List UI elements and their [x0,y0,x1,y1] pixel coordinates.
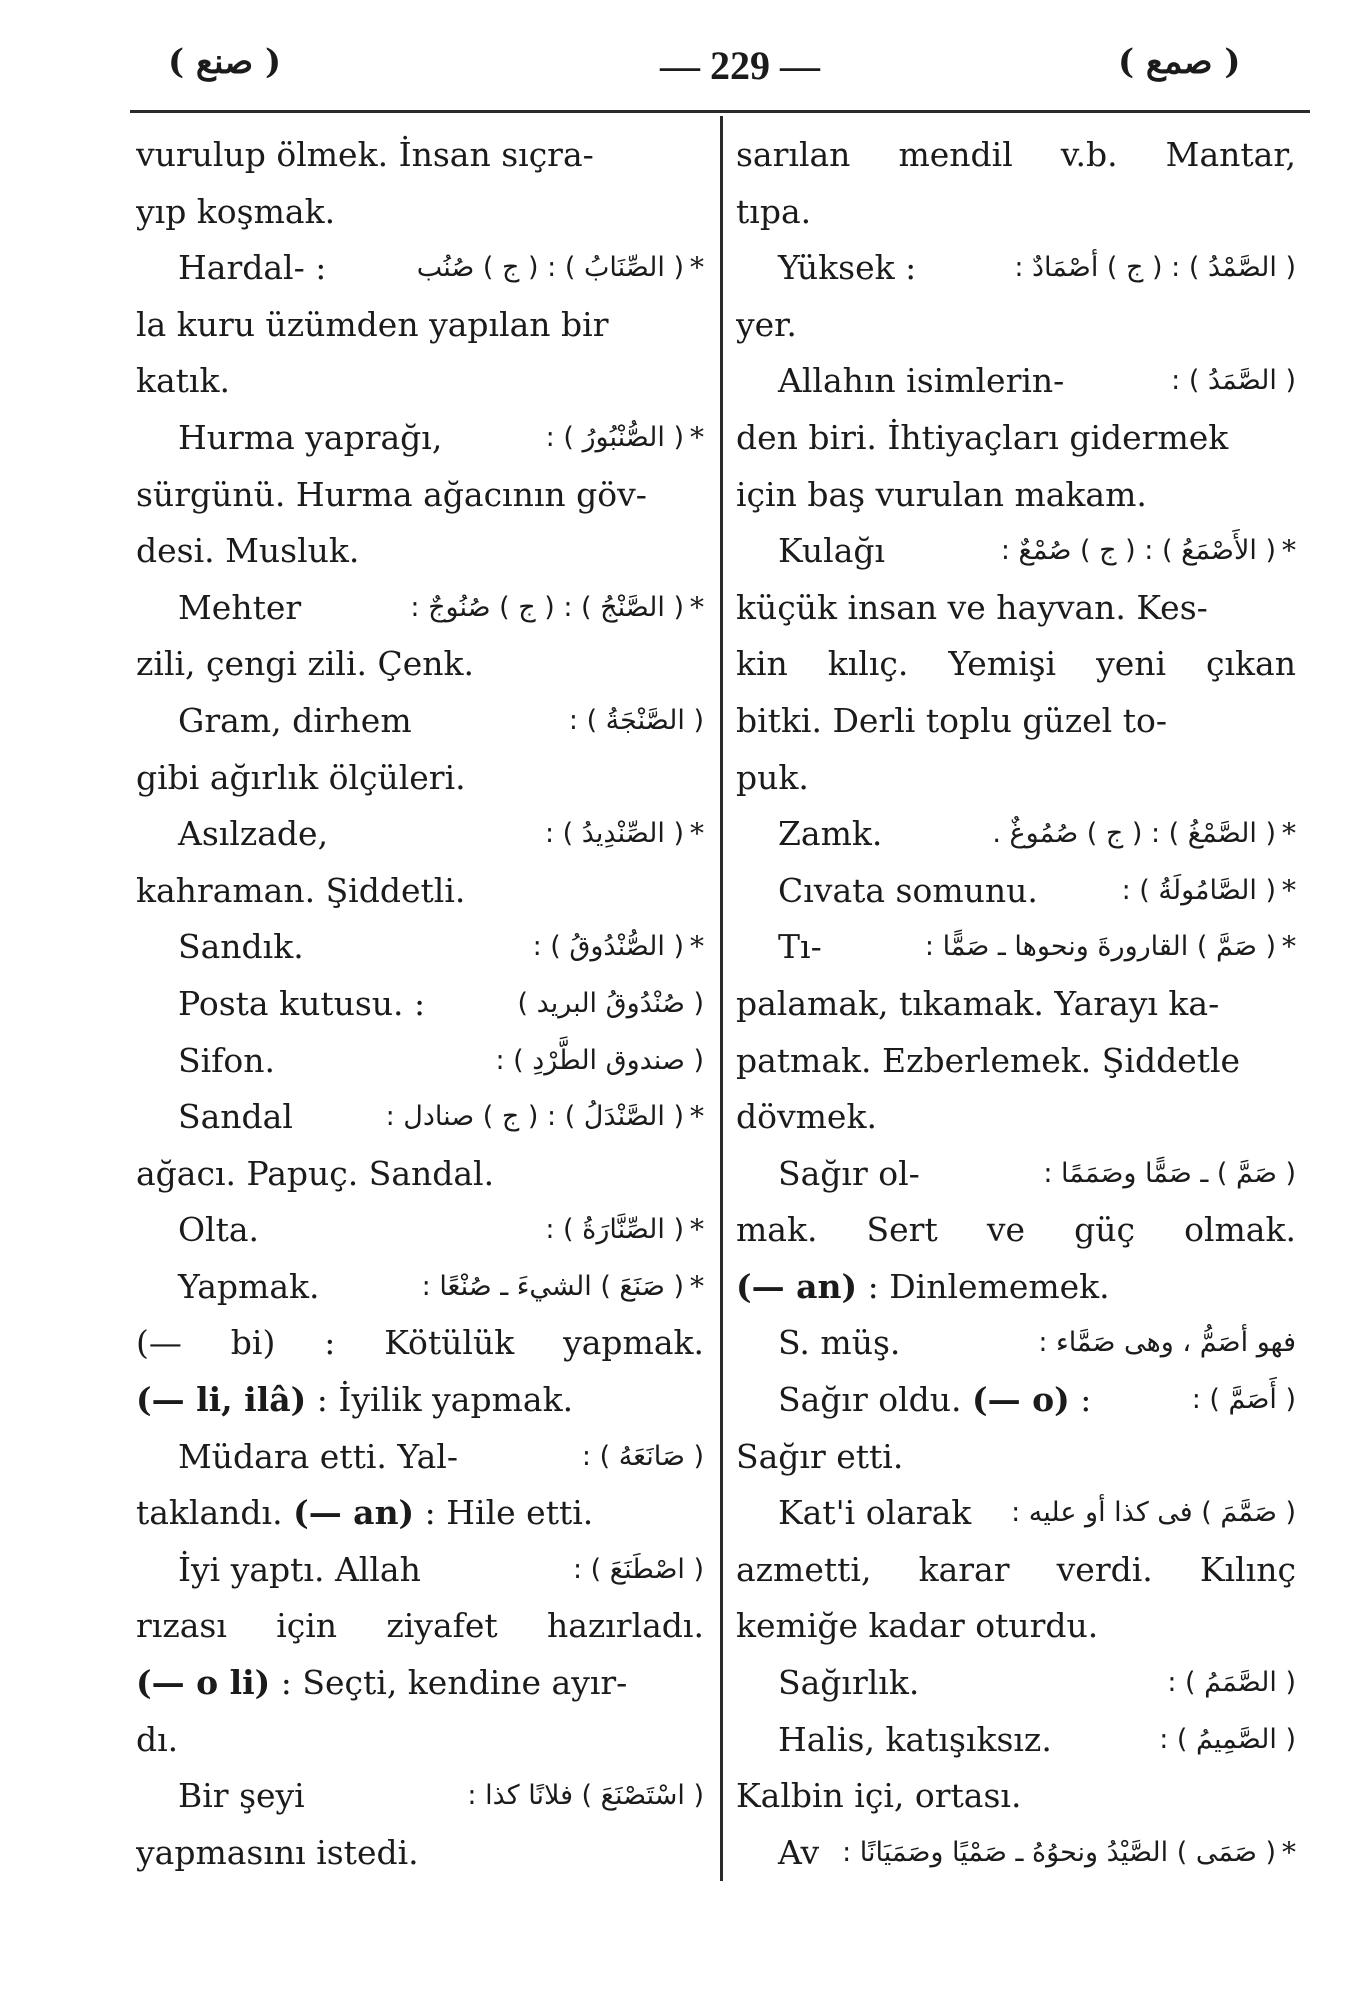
line-text: için baş vurulan makam. [736,474,1147,514]
left-column [136,127,704,1881]
entry-star-marker: * [690,590,704,624]
line-text: Cıvata somunu. [778,870,1038,910]
text-line [736,1033,1296,1090]
line-text: taklandı. (— an) : Hile etti. [136,1493,594,1533]
text-line [736,1089,1296,1146]
text-line [136,750,704,807]
text-line [736,127,1296,184]
word: Kötülük [384,1323,515,1363]
line-text: tıpa. [736,191,812,231]
line-text: palamak, tıkamak. Yarayı ka- [736,983,1220,1023]
arabic-headword: ( الصِّنَابُ ) : ( ج ) صُنُب [416,252,684,284]
text-line [136,467,704,524]
dictionary-entry-line [136,1089,704,1146]
entry-star-marker: * [690,930,704,964]
arabic-headword: ( الصَّامُولَةُ ) : [1121,874,1276,906]
word: mak. [736,1210,818,1250]
word: yapmak. [563,1323,704,1363]
dictionary-entry-line [736,240,1296,297]
arabic-headword: فهو أصَمُّ ، وهى صَمَّاء : [1038,1327,1296,1359]
dictionary-entry-line [136,1033,704,1090]
entry-star-marker: * [1282,873,1296,907]
word: kılıç. [827,644,909,684]
line-text: gibi ağırlık ölçüleri. [136,757,466,797]
line-text: Yapmak. [178,1266,320,1306]
entry-star-marker: * [1282,930,1296,964]
line-text: Hardal- : [178,248,327,288]
word: rızası [136,1606,227,1646]
arabic-headword: ( اسْتَصْنَعَ ) فلانًا كذا : [467,1780,704,1812]
word: karar [918,1549,1010,1589]
line-text: sürgünü. Hurma ağacının göv- [136,474,647,514]
arabic-headword: ( الصَّمَمُ ) : [1167,1667,1296,1699]
line-text: İyi yaptı. Allah [178,1549,421,1589]
entry-star-marker: * [1282,817,1296,851]
header-right-guide-word: ( صمع ) [1118,42,1241,82]
dictionary-entry-line [736,863,1296,920]
word: hazırladı. [546,1606,704,1646]
line-text: Müdara etti. Yal- [178,1436,458,1476]
arabic-headword: ( صندوق الطَّرْدِ ) : [495,1044,704,1076]
text-line [136,1372,704,1429]
arabic-headword: ( صَمَّمَ ) فى كذا أو عليه : [1011,1497,1296,1529]
word: azmetti, [736,1549,872,1589]
dictionary-entry-line [136,693,704,750]
arabic-headword: ( الصَّنْجَةُ ) : [568,704,704,736]
word: v.b. [1060,135,1118,174]
arabic-headword: ( صُنْدُوقُ البريد ) [517,987,704,1019]
arabic-headword: ( صَنَعَ ) الشيءَ ـ صُنْعًا : [421,1270,684,1302]
dictionary-entry-line [736,1712,1296,1769]
line-text: Kat'i olarak [778,1493,972,1533]
word: ziyafet [386,1606,498,1646]
text-line [736,410,1296,467]
arabic-headword: ( الصُّنْدُوقُ ) : [532,931,684,963]
text-line [136,297,704,354]
column-divider [720,116,723,1881]
word: verdi. [1056,1549,1153,1589]
line-text: Gram, dirhem [178,700,412,740]
line-text: Tı- [778,927,822,967]
line-text: dı. [136,1719,179,1759]
arabic-headword: ( الصَّنْدَلُ ) : ( ج ) صنادل : [385,1101,684,1133]
word: Mantar, [1165,135,1296,174]
arabic-headword: ( الصَّمْغُ ) : ( ج ) صُمُوغٌ . [992,818,1276,850]
text-line [736,976,1296,1033]
entry-star-marker: * [690,1213,704,1247]
line-text: Bir şeyi [178,1776,305,1816]
line-text: Sağır ol- [778,1153,920,1193]
line-text: la kuru üzümden yapılan bir [136,304,609,344]
header-rule [130,110,1310,113]
dictionary-entry-line [736,806,1296,863]
text-line [736,580,1296,637]
arabic-headword: ( الصَّمَدُ ) : [1171,365,1296,397]
arabic-headword: ( الصِّنَّارَةُ ) : [545,1214,684,1246]
line-text: S. müş. [778,1323,901,1363]
line-text: yer. [736,304,797,344]
line-text: katık. [136,361,230,401]
text-line [136,1598,704,1655]
dictionary-entry-line [136,240,704,297]
word: kin [736,644,788,684]
text-line [736,1259,1296,1316]
line-text: vurulup ölmek. İnsan sıçra- [136,135,594,174]
dictionary-entry-line [736,1825,1296,1882]
dictionary-entry-line [736,523,1296,580]
line-text: Sağır etti. [736,1436,904,1476]
line-text: Kalbin içi, ortası. [736,1776,1022,1816]
line-text: Olta. [178,1210,260,1250]
text-line [136,127,704,184]
dictionary-entry-line [136,1259,704,1316]
arabic-headword: ( اصْطَنَعَ ) : [572,1553,704,1585]
dictionary-entry-line [136,1429,704,1486]
entry-star-marker: * [1282,534,1296,568]
text-line [736,1542,1296,1599]
dictionary-entry-line [136,919,704,976]
text-line [136,184,704,241]
dictionary-entry-line [136,410,704,467]
line-text: (— o li) : Seçti, kendine ayır- [136,1663,628,1703]
text-line [736,1768,1296,1825]
arabic-headword: ( أَصَمَّ ) : [1191,1384,1296,1416]
line-text: (— li, ilâ) : İyilik yapmak. [136,1380,574,1420]
line-text: Sandık. [178,927,304,967]
line-text: küçük insan ve hayvan. Kes- [736,587,1208,627]
text-line [136,1712,704,1769]
line-text: den biri. İhtiyaçları gidermek [736,417,1229,457]
line-text: yıp koşmak. [136,191,336,231]
line-text: Allahın isimlerin- [778,361,1065,401]
word: Sert [866,1210,938,1250]
text-line [736,1598,1296,1655]
text-line [136,863,704,920]
entry-star-marker: * [690,817,704,851]
arabic-headword: ( الصُّنْبُورُ ) : [545,421,684,453]
arabic-headword: ( الأَصْمَعُ ) : ( ج ) صُمْعٌ : [1000,535,1276,567]
word: çıkan [1205,644,1296,684]
page-number: — 229 — [660,43,820,88]
dictionary-entry-line [136,1542,704,1599]
text-line [136,1655,704,1712]
line-text: desi. Musluk. [136,531,360,571]
line-text: Kulağı [778,531,886,571]
right-column [736,127,1296,1881]
text-line [736,1429,1296,1486]
line-text: Asılzade, [178,814,329,854]
word: : [324,1323,336,1363]
text-line [136,1146,704,1203]
text-line [136,523,704,580]
word: bi) [230,1323,276,1363]
word: ve [986,1210,1026,1250]
entry-star-marker: * [690,251,704,285]
entry-star-marker: * [1282,1835,1296,1869]
line-text: Yüksek : [778,248,917,288]
entry-star-marker: * [690,1269,704,1303]
text-line [136,636,704,693]
text-line [736,750,1296,807]
dictionary-entry-line [136,976,704,1033]
text-line [736,467,1296,524]
line-text: Sifon. [178,1040,275,1080]
dictionary-entry-line [136,1768,704,1825]
dictionary-entry-line [736,1655,1296,1712]
line-text: Sandal [178,1097,293,1137]
word: olmak. [1184,1210,1296,1250]
line-text: yapmasını istedi. [136,1832,419,1872]
text-line [736,184,1296,241]
line-text: Sağır oldu. (— o) : [778,1380,1092,1420]
entry-star-marker: * [690,1100,704,1134]
arabic-headword: ( الصِّنْدِيدُ ) : [544,818,684,850]
word: güç [1074,1210,1135,1250]
dictionary-entry-line [736,919,1296,976]
arabic-headword: ( الصَّمْدُ ) : ( ج ) أصْمَادٌ : [1014,252,1296,284]
line-text: Zamk. [778,814,883,854]
word: sarılan [736,135,851,174]
word: mendil [898,135,1013,174]
line-text: zili, çengi zili. Çenk. [136,644,475,684]
dictionary-entry-line [136,806,704,863]
line-text: ağacı. Papuç. Sandal. [136,1153,495,1193]
line-text: puk. [736,757,809,797]
line-text: Mehter [178,587,302,627]
line-text: dövmek. [736,1097,877,1137]
dictionary-entry-line [136,1202,704,1259]
line-text: bitki. Derli toplu güzel to- [736,700,1167,740]
text-line [136,1825,704,1882]
text-line [136,1485,704,1542]
arabic-headword: ( صَمَى ) الصَّيْدُ ونحوُهُ ـ صَمْيًا وصَمَيَانًا : [842,1836,1276,1868]
word: Yemişi [948,644,1057,684]
arabic-headword: ( صَمَّ ) القارورةَ ونحوها ـ صَمًّا : [924,931,1276,963]
arabic-headword: ( صَمَّ ) ـ صَمًّا وصَمَمًا : [1043,1157,1296,1189]
text-line [136,1315,704,1372]
line-text: Posta kutusu. : [178,983,426,1023]
entry-star-marker: * [690,420,704,454]
text-line [736,1202,1296,1259]
header-left-guide-word: ( صنع ) [168,42,282,82]
text-line [136,353,704,410]
dictionary-entry-line [136,580,704,637]
arabic-headword: ( الصَّنْجُ ) : ( ج ) صُنُوجٌ : [410,591,684,623]
line-text: kemiğe kadar oturdu. [736,1606,1099,1646]
line-text: Sağırlık. [778,1663,920,1703]
text-line [736,636,1296,693]
dictionary-entry-line [736,1485,1296,1542]
line-text: (— an) : Dinlememek. [736,1266,1110,1306]
text-line [736,297,1296,354]
dictionary-entry-line [736,1315,1296,1372]
line-text: Hurma yaprağı, [178,417,443,457]
line-text: Av [778,1832,820,1872]
dictionary-entry-line [736,1146,1296,1203]
word: için [276,1606,338,1646]
dictionary-entry-line [736,1372,1296,1429]
line-text: kahraman. Şiddetli. [136,870,466,910]
line-text: patmak. Ezberlemek. Şiddetle [736,1040,1241,1080]
word: Kılınç [1199,1549,1296,1589]
arabic-headword: ( الصَّمِيمُ ) : [1159,1723,1296,1755]
line-text: Halis, katışıksız. [778,1719,1052,1759]
dictionary-entry-line [736,353,1296,410]
arabic-headword: ( صَانَعَهُ ) : [581,1440,704,1472]
word: yeni [1096,644,1167,684]
text-line [736,693,1296,750]
word: (— [136,1323,182,1363]
